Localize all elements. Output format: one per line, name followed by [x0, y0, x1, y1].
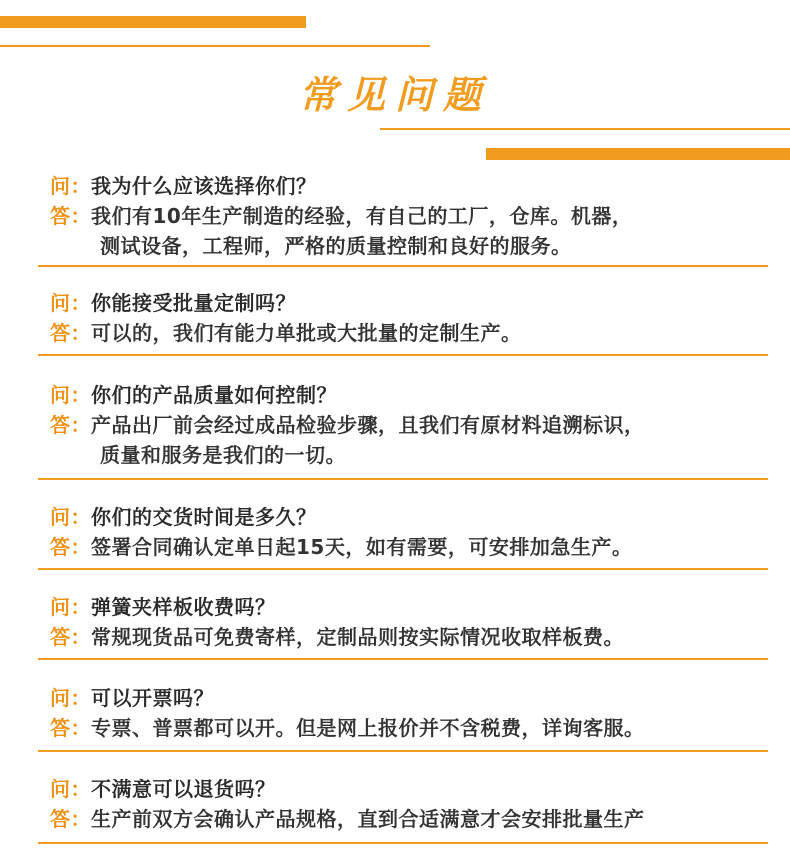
- faq-answer: [50, 622, 766, 652]
- faq-item: [50, 288, 766, 348]
- faq-divider: [38, 478, 768, 480]
- question-text: 弹簧夹样板收费吗？: [91, 595, 276, 619]
- question-prefix: 问：: [50, 174, 91, 198]
- question-text: 我为什么应该选择你们？: [91, 174, 317, 198]
- page-title: 常见问题: [298, 73, 491, 117]
- faq-item: [50, 380, 766, 470]
- faq-answer-continued: [50, 231, 766, 261]
- faq-question: [50, 288, 766, 318]
- header-bar-thin-right: [380, 128, 790, 130]
- faq-answer: [50, 318, 766, 348]
- answer-prefix: 答：: [50, 625, 91, 649]
- faq-divider: [38, 354, 768, 356]
- answer-text: 我们有10年生产制造的经验，有自己的工厂，仓库。机器，: [91, 204, 633, 228]
- question-prefix: 问：: [50, 686, 91, 710]
- question-text: 你们的产品质量如何控制？: [91, 383, 337, 407]
- question-prefix: 问：: [50, 383, 91, 407]
- faq-divider: [38, 750, 768, 752]
- faq-question: [50, 592, 766, 622]
- answer-text: 生产前双方会确认产品规格，直到合适满意才会安排批量生产: [91, 807, 645, 831]
- question-prefix: 问：: [50, 595, 91, 619]
- faq-item: [50, 171, 766, 261]
- answer-prefix: 答：: [50, 413, 91, 437]
- faq-divider: [38, 658, 768, 660]
- question-prefix: 问：: [50, 505, 91, 529]
- faq-question: [50, 171, 766, 201]
- faq-question: [50, 774, 766, 804]
- faq-answer-continued: [50, 440, 766, 470]
- faq-item: [50, 774, 766, 834]
- faq-item: [50, 592, 766, 652]
- faq-answer: [50, 201, 766, 231]
- answer-text: 专票、普票都可以开。但是网上报价并不含税费，详询客服。: [91, 716, 645, 740]
- answer-prefix: 答：: [50, 716, 91, 740]
- question-text: 你能接受批量定制吗？: [91, 291, 296, 315]
- faq-answer: [50, 532, 766, 562]
- answer-text: 常规现货品可免费寄样，定制品则按实际情况收取样板费。: [91, 625, 624, 649]
- answer-prefix: 答：: [50, 204, 91, 228]
- answer-prefix: 答：: [50, 321, 91, 345]
- faq-answer: [50, 410, 766, 440]
- answer-prefix: 答：: [50, 807, 91, 831]
- faq-answer: [50, 804, 766, 834]
- question-text: 不满意可以退货吗？: [91, 777, 276, 801]
- answer-text: 质量和服务是我们的一切。: [100, 443, 346, 467]
- faq-divider: [38, 265, 768, 267]
- question-prefix: 问：: [50, 777, 91, 801]
- header-bar-thick-left: [0, 16, 306, 28]
- faq-answer: [50, 713, 766, 743]
- answer-text: 签署合同确认定单日起15天，如有需要，可安排加急生产。: [91, 535, 633, 559]
- answer-prefix: 答：: [50, 535, 91, 559]
- question-prefix: 问：: [50, 291, 91, 315]
- faq-item: [50, 502, 766, 562]
- answer-text: 可以的，我们有能力单批或大批量的定制生产。: [91, 321, 522, 345]
- header-bar-thin-left: [0, 45, 430, 47]
- question-text: 你们的交货时间是多久？: [91, 505, 317, 529]
- faq-question: [50, 683, 766, 713]
- answer-text: 产品出厂前会经过成品检验步骤，且我们有原材料追溯标识，: [91, 413, 645, 437]
- faq-divider: [38, 568, 768, 570]
- header-bar-thick-right: [486, 148, 790, 160]
- faq-question: [50, 380, 766, 410]
- question-text: 可以开票吗？: [91, 686, 214, 710]
- faq-question: [50, 502, 766, 532]
- faq-divider: [38, 842, 768, 844]
- answer-text: 测试设备，工程师，严格的质量控制和良好的服务。: [100, 234, 572, 258]
- faq-item: [50, 683, 766, 743]
